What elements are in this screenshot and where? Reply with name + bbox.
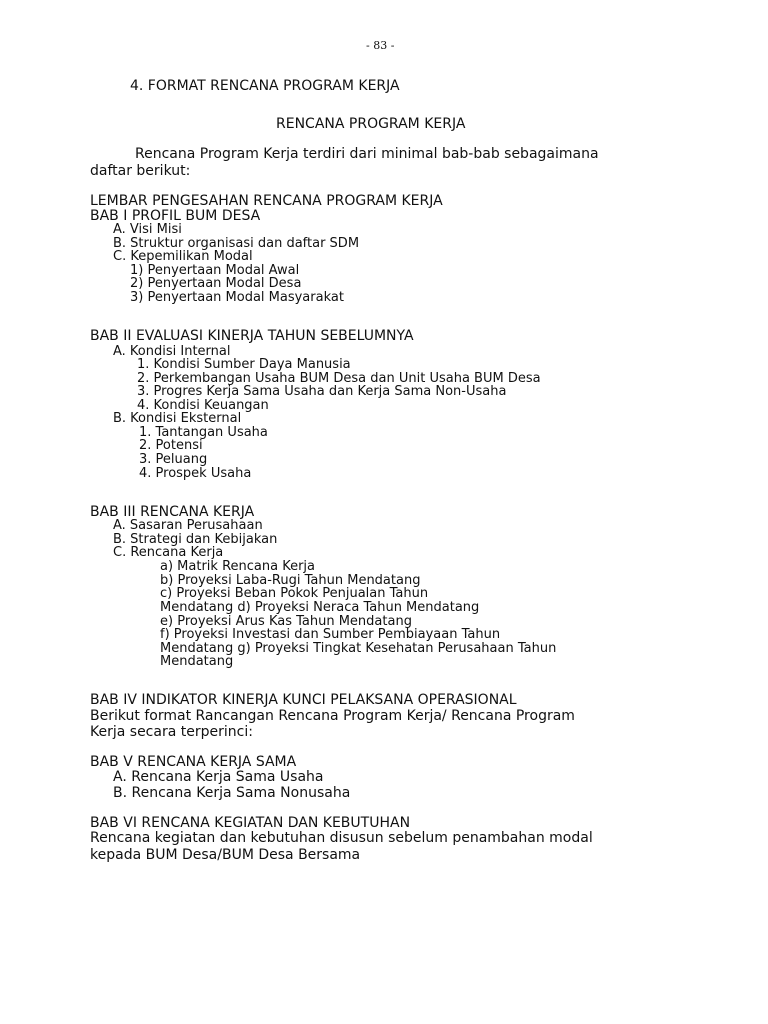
list-item: e) Proyeksi Arus Kas Tahun Mendatang bbox=[160, 614, 412, 629]
list-item: Mendatang g) Proyeksi Tingkat Kesehatan Perusahaan Tahun bbox=[160, 641, 557, 656]
list-item: A. Sasaran Perusahaan bbox=[113, 518, 263, 533]
list-item: 1. Kondisi Sumber Daya Manusia bbox=[137, 357, 351, 372]
list-item: C. Kepemilikan Modal bbox=[113, 249, 253, 264]
intro-line-1: Rencana Program Kerja terdiri dari minimal bab-bab sebagaimana bbox=[135, 146, 599, 162]
bab3-title: BAB III RENCANA KERJA bbox=[90, 504, 255, 520]
list-item: 4. Prospek Usaha bbox=[139, 466, 252, 481]
list-item: 3. Peluang bbox=[139, 452, 208, 467]
list-item: 2. Potensi bbox=[139, 438, 203, 453]
list-item: A. Kondisi Internal bbox=[113, 344, 231, 359]
list-item: 3) Penyertaan Modal Masyarakat bbox=[130, 290, 344, 305]
bab6-line-2: kepada BUM Desa/BUM Desa Bersama bbox=[90, 847, 361, 863]
list-item: 1) Penyertaan Modal Awal bbox=[130, 263, 300, 278]
list-item: B. Strategi dan Kebijakan bbox=[113, 532, 278, 547]
list-item: 1. Tantangan Usaha bbox=[139, 425, 268, 440]
page-number: - 83 - bbox=[366, 39, 395, 52]
lembar-pengesahan-heading: LEMBAR PENGESAHAN RENCANA PROGRAM KERJA bbox=[90, 193, 443, 209]
list-item: c) Proyeksi Beban Pokok Penjualan Tahun bbox=[160, 586, 429, 601]
list-item: Mendatang bbox=[160, 654, 234, 669]
list-item: f) Proyeksi Investasi dan Sumber Pembiayaan Tahun bbox=[160, 627, 501, 642]
list-item: B. Struktur organisasi dan daftar SDM bbox=[113, 236, 360, 251]
list-item: B. Rencana Kerja Sama Nonusaha bbox=[113, 785, 351, 801]
list-item: a) Matrik Rencana Kerja bbox=[160, 559, 316, 574]
bab4-line-1: Berikut format Rancangan Rencana Program Kerja/ Rencana Program bbox=[90, 708, 575, 724]
list-item: C. Rencana Kerja bbox=[113, 545, 224, 560]
bab2-title: BAB II EVALUASI KINERJA TAHUN SEBELUMNYA bbox=[90, 328, 414, 344]
bab6-line-1: Rencana kegiatan dan kebutuhan disusun sebelum penambahan modal bbox=[90, 830, 593, 846]
list-item: 4. Kondisi Keuangan bbox=[137, 398, 269, 413]
bab4-line-2: Kerja secara terperinci: bbox=[90, 724, 253, 740]
list-item: 3. Progres Kerja Sama Usaha dan Kerja Sama Non-Usaha bbox=[137, 384, 507, 399]
list-item: 2. Perkembangan Usaha BUM Desa dan Unit Usaha BUM Desa bbox=[137, 371, 541, 386]
intro-line-2: daftar berikut: bbox=[90, 163, 191, 179]
list-item: Mendatang d) Proyeksi Neraca Tahun Mendatang bbox=[160, 600, 480, 615]
bab4-title: BAB IV INDIKATOR KINERJA KUNCI PELAKSANA OPERASIONAL bbox=[90, 692, 517, 708]
list-item: 2) Penyertaan Modal Desa bbox=[130, 276, 302, 291]
document-title: RENCANA PROGRAM KERJA bbox=[276, 116, 466, 132]
list-item: A. Rencana Kerja Sama Usaha bbox=[113, 769, 324, 785]
bab5-title: BAB V RENCANA KERJA SAMA bbox=[90, 754, 297, 770]
bab1-title: BAB I PROFIL BUM DESA bbox=[90, 208, 261, 224]
section-heading: 4. FORMAT RENCANA PROGRAM KERJA bbox=[130, 78, 400, 94]
bab6-title: BAB VI RENCANA KEGIATAN DAN KEBUTUHAN bbox=[90, 815, 411, 831]
list-item: B. Kondisi Eksternal bbox=[113, 411, 242, 426]
list-item: b) Proyeksi Laba-Rugi Tahun Mendatang bbox=[160, 573, 421, 588]
list-item: A. Visi Misi bbox=[113, 222, 182, 237]
